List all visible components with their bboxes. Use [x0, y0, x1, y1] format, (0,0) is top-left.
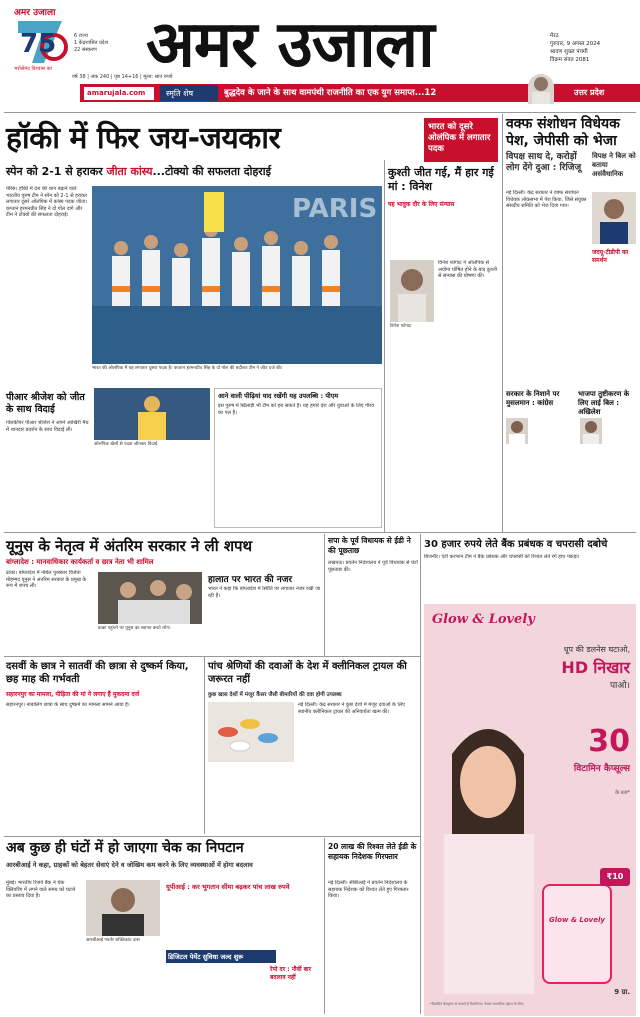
sreejesh-body [6, 420, 90, 530]
bribe-body [328, 880, 420, 1010]
date-block [550, 32, 636, 64]
bjp-title[interactable]: भाजपा तुष्टीकरण के लिए लाई बिल : अखिलेश [578, 390, 630, 416]
ad-vitamin-text: विटामिन कैप्सूल्स [573, 764, 630, 774]
rijiju-photo [592, 192, 636, 244]
smriti-headline[interactable]: बुद्धदेव के जाने के साथ वामपंथी राजनीति का एक युग समाप्त...12 [224, 88, 437, 98]
glow-lovely-ad[interactable] [424, 604, 636, 1016]
person-icon [580, 418, 602, 444]
halat-title[interactable]: हालात पर भारत की नजर [208, 575, 293, 585]
bank-body [424, 554, 636, 600]
akhilesh-photo [580, 418, 602, 444]
ad-vitamin-num: 30 [588, 724, 630, 759]
masthead [0, 0, 640, 110]
ad-product-brand: Glow & Lovely [549, 916, 605, 924]
cheque-title[interactable]: अब कुछ ही घंटों में हो जाएगा चेक का निपटान [6, 840, 244, 856]
cheque-body-text: मुंबई। भारतीय रिजर्व बैंक ने चेक क्लियरिंग में लगने वाले समय को घटाने का प्रस्ताव दिया है। [6, 880, 76, 899]
yunus-photo [98, 572, 202, 624]
hockey-headline[interactable]: हॉकी में फिर जय-जयकार [6, 121, 281, 156]
halat-body-text: भारत ने कहा कि बांग्लादेश में स्थिति पर लगातार नजर रखी जा रही है। [208, 586, 321, 599]
stat-ut: 1 केंद्रशासित प्रदेश [74, 40, 108, 46]
anniversary-tag: भरोसेमंद विश्वास का [14, 66, 52, 72]
ad-price-badge: ₹10 [600, 868, 630, 886]
trial-body [298, 702, 416, 832]
rbi-governor-photo [86, 880, 160, 936]
rbi-caption: आरबीआई गवर्नर शक्तिकांत दास [86, 938, 140, 943]
ad-pao: पाओ। [609, 681, 630, 691]
crowd-icon [98, 572, 202, 624]
rijiju-portrait-icon [592, 192, 636, 244]
hindu-date: श्रावण शुक्ल पंचमी [550, 49, 588, 55]
samvat: विक्रम संवत 2081 [550, 57, 590, 63]
vinesh-body-text: विनेश फोगाट ने ओलंपिक से अयोग्य घोषित होने के बाद कुश्ती से संन्यास की घोषणा की। [438, 260, 498, 279]
hockey-body-text: पेरिस। हॉकी में देश की शान बढ़ाने वाले भारतीय पुरुष टीम ने स्पेन को 2-1 से हराकर लगातार दूसरे ओलंपिक में कांस्य पदक जीता। कप्तान हरमनप्रीत सिंह ने दो गोल दागे और टीम ने टोक्यो की सफलता दोहराई। [6, 186, 88, 218]
ad-weight: 9 ग्रा. [614, 988, 630, 996]
pills-photo [208, 702, 294, 762]
subhead-red: जीता कांस्य [106, 165, 153, 178]
vinesh-caption: विनेश फोगाट [390, 324, 412, 329]
subhead-pre: स्पेन को 2-1 से हराकर [6, 165, 107, 178]
digital-title[interactable]: डिजिटल पेमेंट सुविधा जल्द शुरू [166, 950, 276, 963]
bank-title[interactable]: 30 हजार रुपये लेते बैंक प्रबंधक व चपरासी दबोचे [424, 539, 608, 550]
website[interactable]: amarujala.com [84, 87, 154, 100]
stat-states: 6 राज्य [74, 33, 88, 39]
ad-nikhar: निखार [593, 658, 630, 677]
yunus-lead: बांग्लादेश : मानवाधिकार कार्यकर्ता व छात्र नेता भी शामिल [6, 558, 154, 566]
person-icon [506, 418, 528, 444]
waqf-sub1: विपक्ष साथ दे, करोड़ों लोग देंगे दुआ : रिजिजू [506, 152, 582, 173]
waqf-body [506, 190, 588, 380]
support-title: जदयू-टीडीपी का समर्थन [592, 249, 629, 264]
date: गुरुवार, 9 अगस्त 2024 [550, 41, 601, 47]
state-label: उत्तर प्रदेश [574, 88, 605, 97]
ad-brand-logo: Glow & Lovely [432, 612, 535, 627]
ed-title[interactable]: सपा के पूर्व विधायक से ईडी ने की पूछताछ [328, 536, 411, 555]
yunus-body [6, 570, 94, 654]
vinesh-title[interactable]: कुश्ती जीत गई, मैं हार गई मां : विनेश [388, 166, 494, 193]
vinesh-photo [390, 260, 434, 322]
stats-list [74, 33, 136, 54]
cheque-body [6, 880, 82, 1010]
waqf-title[interactable]: वक्फ संशोधन विधेयक पेश, जेपीसी को भेजा [506, 116, 620, 149]
yunus-caption: ढाका पहुंचने पर यूनुस का स्वागत करते लोग। [98, 626, 171, 631]
yunus-body-text: ढाका। बांग्लादेश में नोबेल पुरस्कार विजेता मोहम्मद यूनुस ने अंतरिम सरकार के प्रमुख के रूप में शपथ ली। [6, 570, 87, 589]
pills-icon [208, 702, 294, 762]
anniversary-emblem [14, 17, 68, 65]
vinesh-sub: यह भावुक दौर के लिए संन्यास [388, 201, 455, 208]
hockey-photo [92, 186, 382, 364]
ad-hd-line [520, 656, 630, 678]
smriti-shesh-label: स्मृति शेष [160, 85, 218, 101]
sreejesh-photo [94, 388, 210, 440]
bribe-body-text: नई दिल्ली। सीबीआई ने प्रवर्तन निदेशालय के सहायक निदेशक को रिश्वत लेते हुए गिरफ्तार किया। [328, 880, 409, 899]
goalkeeper-icon [94, 388, 210, 440]
city: मेरठ [550, 33, 559, 39]
hockey-subhead [6, 164, 386, 179]
crime-sub: सहारनपुर का मामला, पीड़िता की मां ने लगाए हैं मुकदमा दर्ज [6, 691, 140, 698]
ad-tagline: धूप की डलनेस घटाओ, [563, 645, 630, 654]
trial-body-text: नई दिल्ली। केंद्र सरकार ने कुछ देशों में मंजूर दवाओं के लिए स्थानीय क्लीनिकल ट्रायल की अनिवार्यता खत्म की। [298, 702, 405, 715]
buddhadeb-avatar [528, 74, 554, 104]
owaisi-photo [506, 418, 528, 444]
sreejesh-title[interactable]: पीआर श्रीजेश को जीत के साथ विदाई [6, 392, 85, 415]
hockey-body [6, 186, 88, 386]
vinesh-portrait-icon [390, 260, 434, 322]
crime-body-text: सहारनपुर। नाबालिग छात्रा के साथ दुष्कर्म का मामला सामने आया है। [6, 702, 130, 708]
crime-body [6, 702, 202, 832]
issue-line: वर्ष 38 | अंक 240 | पृष्ठ 14+16 | मूल्य: सात रुपये [72, 74, 173, 80]
governor-portrait-icon [86, 880, 160, 936]
upi-title[interactable]: यूपीआई : कर भुगतान सीमा बढ़कर पांच लाख रुपये [166, 883, 290, 891]
vinesh-body [438, 260, 500, 380]
crime-title[interactable]: दसवीं के छात्र ने सातवीं की छात्रा से दुष्कर्म किया, छह माह की गर्भवती [6, 661, 189, 685]
pm-box-body: इस पुरुष में खिलाड़ी भी टीम को हरा सकते हैं। यह हमारे देश और युवाओं के लिए गौरव का पल है। [218, 403, 375, 416]
halat-body [208, 586, 324, 654]
sarkar-title[interactable]: सरकार के निशाने पर मुसलमान : कांग्रेस [506, 390, 560, 407]
trial-title[interactable]: पांच श्रेणियों की दवाओं के देश में क्लीनिकल ट्रायल की जरूरत नहीं [208, 661, 407, 685]
ad-small: के तत्व* [615, 790, 630, 796]
ad-hd: HD [561, 658, 589, 677]
cheque-sub: आरबीआई ने कहा, ग्राहकों को बेहतर सेवाएं देने व जोखिम कम करने के लिए व्यवस्थाओं में होगा बदलाव [6, 861, 253, 869]
anniversary-number: 75 [20, 29, 57, 59]
ad-product [542, 884, 612, 984]
subhead-post: ...टोक्यो की सफलता दोहराई [152, 165, 272, 178]
ed-body [328, 560, 418, 656]
ed-body-text: लखनऊ। प्रवर्तन निदेशालय ने पूर्व विधायक से घंटों पूछताछ की। [328, 560, 418, 573]
trial-sub: कुछ खास देशों में मंजूर कैंसर जैसी बीमारियों की दवा होगी उपलब्ध [208, 692, 342, 698]
newspaper-title: अमर उजाला [146, 7, 434, 82]
ad-model-illustration [424, 694, 554, 994]
olympic-badge: भारत को दूसरे ओलंपिक में लगातार पदक [424, 118, 498, 162]
pm-box-title[interactable]: आने वाली पीढ़ियां याद रखेंगी यह उपलब्धि : पीएम [218, 392, 339, 400]
person-icon [528, 74, 554, 104]
rates-title[interactable]: रेपो दर : नौवीं बार बदलाव नहीं [270, 966, 312, 981]
waqf-body-text: नई दिल्ली। केंद्र सरकार ने वक्फ संशोधन विधेयक लोकसभा में पेश किया, जिसे संयुक्त संसदीय समिति को भेज दिया गया। [506, 190, 587, 209]
ad-disclaimer: *विटामिन कैप्सूल्स से तात्पर्य है विटामिन्स। केवल व्यापारिक उद्देश्य के लिए। [430, 1002, 525, 1006]
photo-paris-text: PARIS [292, 194, 378, 224]
hockey-photo-caption: भारत की ओलंपिक में यह लगातार दूसरा पदक है। कप्तान हरमनप्रीत सिंह के दो गोल की बदौलत टीम ने जीत दर्ज की। [92, 366, 283, 371]
waqf-sub2: विपक्ष ने बिल को बताया असंवैधानिक [592, 152, 636, 178]
pm-box [214, 388, 382, 528]
sreejesh-body-text: गोलकीपर पीआर श्रीजेश ने अपने आखिरी मैच में शानदार प्रदर्शन के साथ विदाई ली। [6, 420, 89, 433]
bank-body-text: बिजनौर। एंटी करप्शन टीम ने बैंक प्रबंधक और चपरासी को रिश्वत लेते रंगे हाथ पकड़ा। [424, 554, 580, 560]
sreejesh-caption: ओलंपिक खेलों से पदक जीतकर विदाई [94, 442, 158, 447]
stat-editions: 22 संस्करण [74, 47, 97, 53]
bribe-title[interactable]: 20 लाख की रिश्वत लेते ईडी के सहायक निदेशक गिरफ्तार [328, 842, 417, 861]
small-logo: अमर उजाला [14, 8, 56, 18]
yunus-title[interactable]: यूनुस के नेतृत्व में अंतरिम सरकार ने ली शपथ [6, 537, 253, 555]
